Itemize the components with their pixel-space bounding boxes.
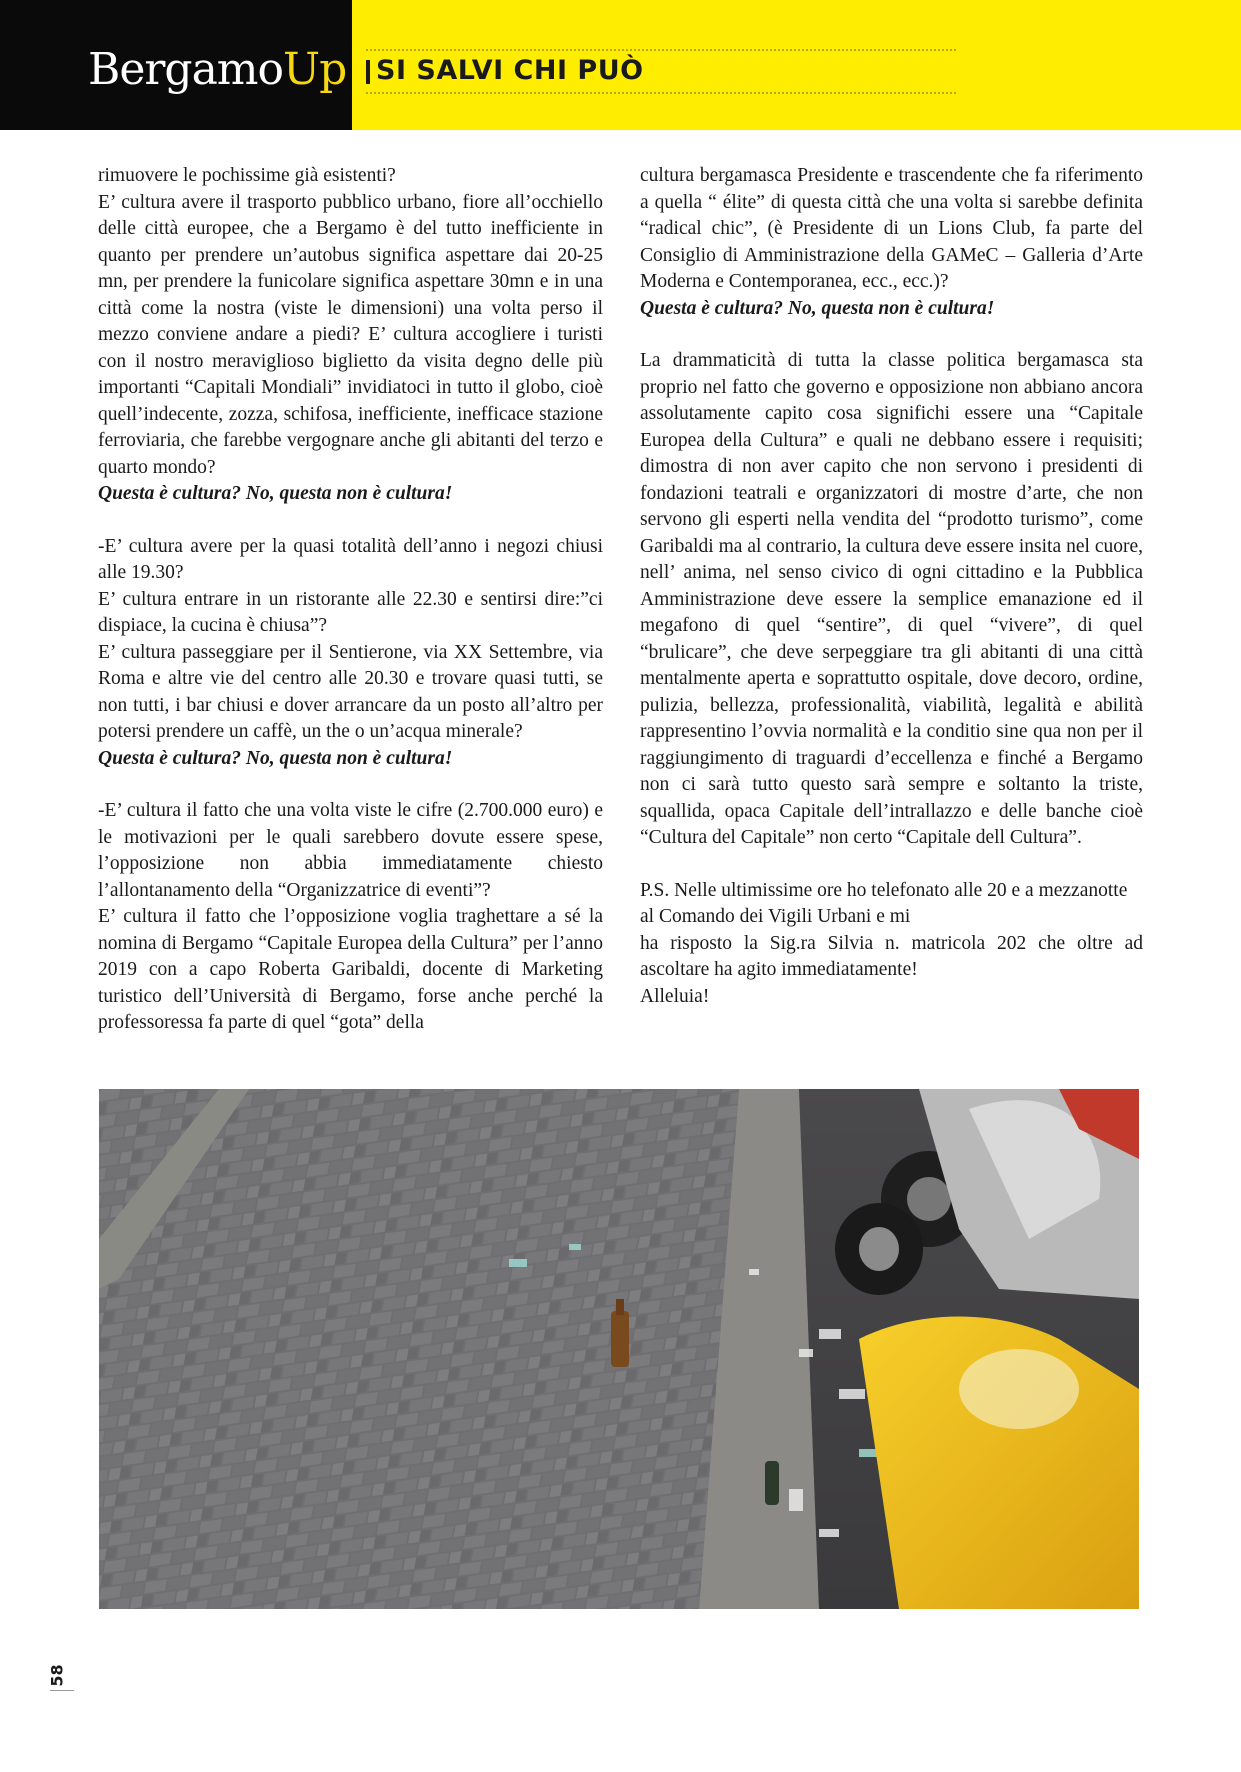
article-paragraph: La drammaticità di tutta la classe politica bergamasca sta proprio nel fatto che governo e opposizione non abbiano ancora assolutamente capito cosa significhi essere una “Capitale Europea della Cultura” e quali ne debbano essere i requisiti; dimostra di non aver capito che non servono i presidenti di fondazioni teatrali e organizzatori di mostre d’arte, che non servono gli esperti nella vendita del “prodotto turismo”, come Garibaldi ma al contrario, la cultura deve essere insita nel cuore, nell’ anima, nel senso civico di ogni cittadino e la Pubblica Amministrazione deve essere la semplice emanazione ed il megafono di quel “sentire”, di quel “vivere”, di quel “brulicare”, che deve serpeggiare tra gli abitanti di una città mentalmente aperta e soprattutto ospitale, dove decoro, ordine, pulizia, bellezza, professionalità, viabilità, legalità e abilità rappresentino l’ovvia normalità e la conditio sine qua non per il raggiungimento di traguardi d’eccellenza e finché a Bergamo non ci sarà tutto questo sarà sempre e soltanto la triste, squallida, opaca Capitale dell’intrallazzo e delle banche cioè “Cultura del Capitale” non certo “Capitale dell Cultura”. — [640, 350, 1143, 848]
page-number-text: 58 — [47, 1664, 67, 1687]
article-paragraph: Alleluia! — [640, 985, 710, 1007]
refrain-line: Questa è cultura? No, questa non è cultura! — [640, 297, 995, 319]
article-paragraph: ha risposto la Sig.ra Silvia n. matricola 202 che oltre ad ascoltare ha agito immediatamente! — [640, 932, 1143, 980]
article-paragraph: E’ cultura avere il trasporto pubblico urbano, fiore all’occhiello delle città europee, che a Bergamo è del tutto inefficiente in quanto per prendere un’autobus significa aspettare dai 20-25 mn, per prendere la funicolare significa aspettare 30mn e in una città come la nostra (viste le dimensioni) una volta perso il mezzo conviene andare a piedi? E’ cultura accogliere i turisti con il nostro meraviglioso biglietto da visita degno delle più importanti “Capitali Mondiali” invidiatoci in tutto il globo, cioè quell’indecente, zozza, schifosa, inefficiente, inefficace stazione ferroviaria, che farebbe vergognare anche gli abitanti del terzo e quarto mondo? — [98, 191, 603, 478]
article-paragraph: -E’ cultura avere per la quasi totalità dell’anno i negozi chiusi alle 19.30? — [98, 535, 603, 583]
masthead — [0, 0, 1241, 130]
logo-text-accent: Up — [283, 44, 347, 95]
logo-text-main: Bergamo — [88, 44, 284, 95]
article-paragraph: rimuovere le pochissime già esistenti? — [98, 165, 396, 186]
dotted-divider-top — [366, 49, 956, 51]
section-header — [352, 0, 1241, 130]
page-number — [47, 1660, 72, 1690]
article-paragraph: cultura bergamasca Presidente e trascendente che fa riferimento a quella “ élite” di questa città che una volta si sarebbe definita “radical chic”, (è Presidente di un Lions Club, fa parte del Consiglio di Amministrazione della GAMeC – Galleria d’Arte Moderna e Contemporanea, ecc., ecc.)? — [640, 165, 1143, 292]
article-paragraph: E’ cultura il fatto che l’opposizione voglia traghettare a sé la nomina di Bergamo “Capitale Europea della Cultura” per l’anno 2019 con a capo Roberta Garibaldi, docente di Marketing turistico dell’Università di Bergamo, forse anche perché la professoressa fa parte di quel “gota” della — [98, 906, 603, 1033]
logo-block — [0, 0, 352, 130]
article-photo — [99, 1089, 1139, 1609]
article-paragraph: E’ cultura passeggiare per il Sentierone, via XX Settembre, via Roma e altre vie del centro alle 20.30 e trovare quasi tutti, se non tutti, i bar chiusi e dover arrancare da un posto all’altro per potersi prendere un caffè, un the o un’acqua minerale? — [98, 641, 603, 742]
refrain-line: Questa è cultura? No, questa non è cultura! — [98, 483, 453, 504]
refrain-line: Questa è cultura? No, questa non è cultura! — [98, 747, 453, 769]
section-marker-bar — [366, 60, 370, 84]
page-number-rule — [50, 1690, 74, 1691]
article-paragraph: E’ cultura entrare in un ristorante alle 22.30 e sentirsi dire:”ci dispiace, la cucina è chiusa”? — [98, 588, 603, 636]
article-column-left — [98, 163, 603, 1037]
article-paragraph: -E’ cultura il fatto che una volta viste le cifre (2.700.000 euro) e le motivazioni per le quali sarebbero dovute essere spese, l’opposizione non abbia immediatamente chiesto l’allontanamento della “Organizzatrice di eventi”? — [98, 800, 603, 901]
article-paragraph: P.S. Nelle ultimissime ore ho telefonato alle 20 e a mezzanotte al Comando dei Vigili Urbani e mi — [640, 879, 1128, 927]
magazine-logo — [88, 44, 347, 95]
section-title: SI SALVI CHI PUÒ — [376, 55, 644, 86]
dotted-divider-bottom — [366, 92, 956, 94]
article-column-right — [640, 163, 1143, 1010]
